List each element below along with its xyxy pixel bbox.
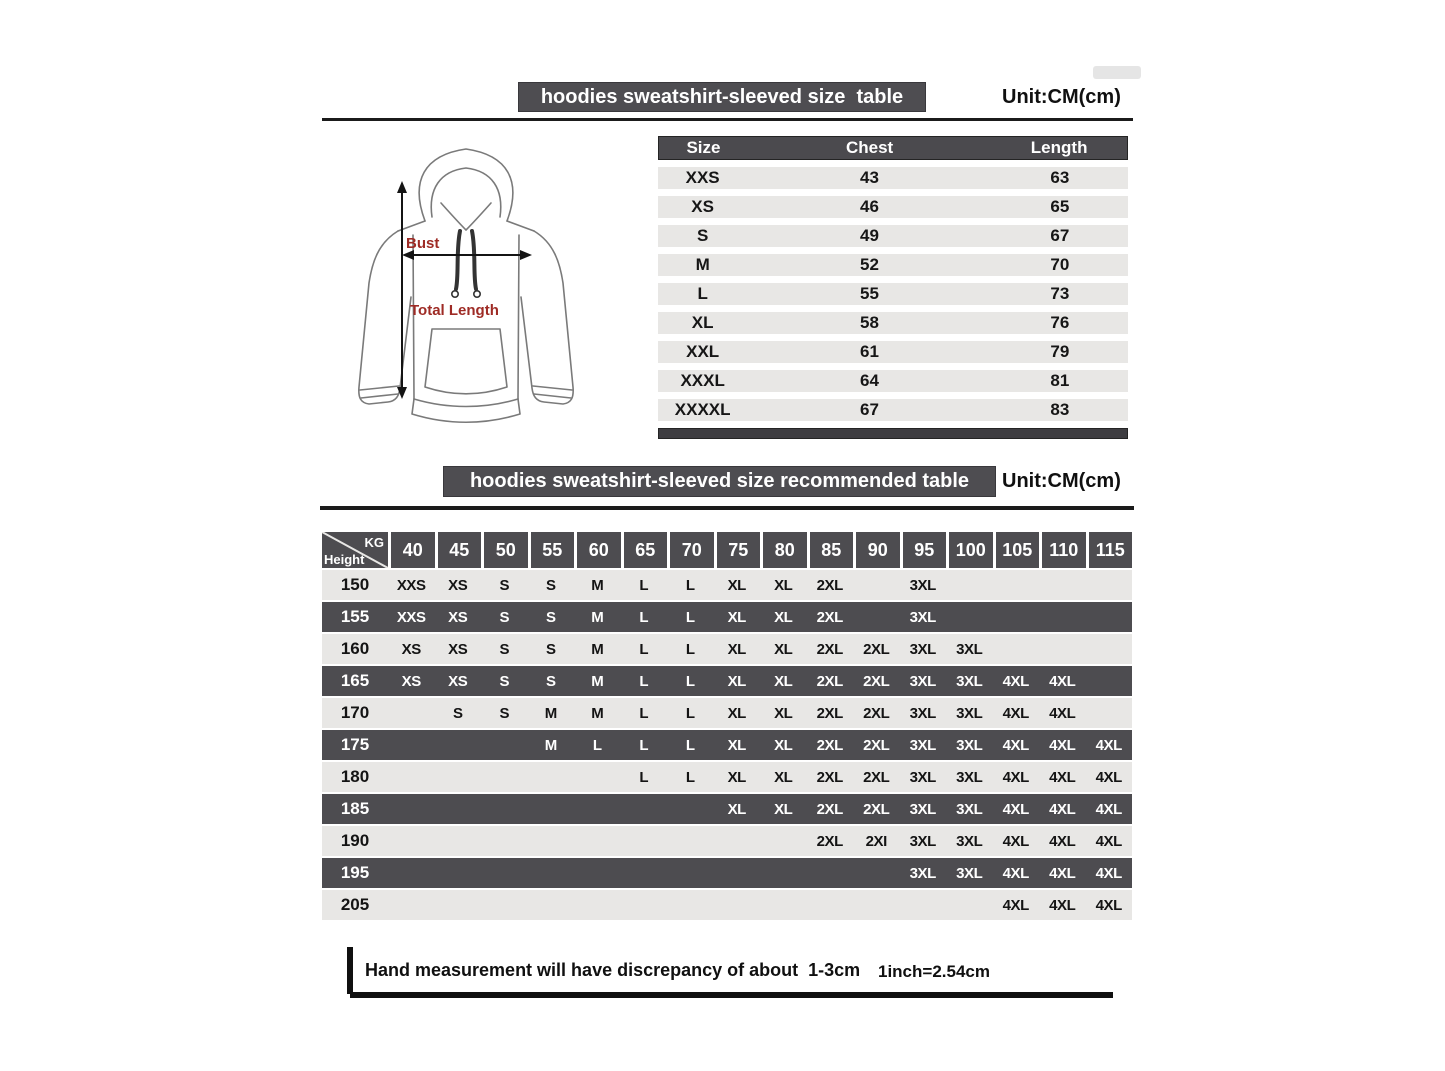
size-table-cell-length: 65 [1050, 197, 1070, 216]
matrix-size-cell: 4XL [1049, 768, 1076, 786]
matrix-size-cell: XL [727, 640, 746, 658]
matrix-size-cell: M [591, 672, 604, 690]
body-right-edge [518, 235, 519, 399]
matrix-size-cell: 4XL [1095, 800, 1122, 818]
matrix-size-cell: XL [774, 768, 793, 786]
matrix-size-cell: 4XL [1049, 736, 1076, 754]
matrix-size-cell: M [591, 704, 604, 722]
matrix-size-cell: XL [774, 800, 793, 818]
matrix-weight-header: 45 [438, 532, 482, 568]
matrix-size-cell: XL [774, 576, 793, 594]
matrix-size-cell: XL [727, 672, 746, 690]
matrix-size-cell: 4XL [1049, 864, 1076, 882]
unit-label-bottom: Unit:CM(cm) [1002, 470, 1121, 492]
matrix-weight-header: 90 [856, 532, 900, 568]
hood-inner [431, 168, 501, 217]
size-table [658, 136, 1128, 439]
matrix-height-label: 155 [340, 607, 370, 626]
size-table-cell-chest: 49 [860, 226, 879, 245]
matrix-size-cell: S [499, 640, 510, 658]
size-table-cell-size: XXXL [680, 371, 725, 390]
matrix-size-cell: 4XL [1002, 800, 1029, 818]
footer-note: Hand measurement will have discrepancy of about 1-3cm [365, 960, 861, 980]
matrix-size-cell: 2XL [816, 800, 843, 818]
matrix-size-cell: 3XL [956, 800, 983, 818]
matrix-height-label: 175 [340, 735, 370, 754]
matrix-size-cell: 4XL [1049, 800, 1076, 818]
matrix-size-cell: S [452, 704, 463, 722]
size-table-cell-length: 67 [1050, 226, 1070, 245]
matrix-size-cell: S [499, 672, 510, 690]
matrix-weight-header: 70 [670, 532, 714, 568]
matrix-size-cell: 2XL [863, 704, 890, 722]
conversion-note: 1inch=2.54cm [878, 962, 990, 981]
right-cuff-line2 [534, 394, 571, 398]
matrix-size-cell: L [639, 608, 649, 626]
matrix-size-cell: 2XL [816, 736, 843, 754]
matrix-size-cell: M [544, 704, 557, 722]
matrix-size-cell: 4XL [1002, 768, 1029, 786]
drawstring-tip-right [474, 291, 480, 297]
size-table-row [658, 370, 1128, 392]
matrix-weight-header: 60 [577, 532, 621, 568]
hoodie-diagram [328, 136, 604, 454]
matrix-size-cell: M [591, 640, 604, 658]
matrix-size-cell: 3XL [956, 672, 983, 690]
matrix-size-cell: 4XL [1095, 896, 1122, 914]
footer-underline [350, 992, 1113, 998]
kangaroo-pocket [425, 329, 507, 394]
unit-label-top: Unit:CM(cm) [1002, 86, 1121, 108]
hood-vneck [441, 203, 491, 230]
matrix-size-cell: S [499, 576, 510, 594]
matrix-height-label: 170 [340, 703, 370, 722]
matrix-size-cell: 3XL [909, 704, 936, 722]
matrix-weight-header: 110 [1042, 532, 1086, 568]
size-table-cell-length: 70 [1050, 255, 1070, 274]
size-table-row [658, 225, 1128, 247]
matrix-size-cell: L [639, 768, 649, 786]
size-table-cell-size: XXS [685, 168, 720, 187]
size-table-cell-length: 63 [1050, 168, 1070, 187]
matrix-size-cell: XL [727, 608, 746, 626]
size-table-cell-length: 83 [1050, 400, 1070, 419]
size-table-cell-length: 73 [1050, 284, 1070, 303]
matrix-size-cell: L [639, 576, 649, 594]
matrix-size-cell: 2XI [865, 832, 887, 850]
matrix-size-cell: M [591, 608, 604, 626]
matrix-size-cell: XL [727, 736, 746, 754]
matrix-size-cell: 3XL [956, 864, 983, 882]
recommended-title-banner: hoodies sweatshirt-sleeved size recommended table [443, 466, 996, 497]
matrix-size-cell: L [639, 704, 649, 722]
size-table-cell-size: XL [691, 313, 714, 332]
matrix-size-cell: XXS [396, 576, 426, 594]
matrix-height-label: 195 [340, 863, 370, 882]
matrix-size-cell: 2XL [816, 640, 843, 658]
size-table-cell-length: 76 [1050, 313, 1070, 332]
matrix-height-label: 150 [340, 575, 370, 594]
matrix-size-cell: 4XL [1049, 896, 1076, 914]
size-table-row [658, 399, 1128, 421]
matrix-size-cell: XXS [396, 608, 426, 626]
matrix-size-cell: XS [401, 640, 421, 658]
size-table-cell-size: XXL [686, 342, 720, 361]
bust-arrowhead-right [520, 250, 532, 260]
matrix-row [322, 794, 1132, 824]
matrix-size-cell: XL [774, 704, 793, 722]
matrix-size-cell: XL [727, 576, 746, 594]
matrix-size-cell: 2XL [863, 640, 890, 658]
size-table-cell-chest: 58 [860, 313, 879, 332]
matrix-size-cell: XS [448, 640, 468, 658]
size-table-header-chest: Chest [845, 138, 894, 157]
matrix-size-cell: L [685, 640, 695, 658]
total-length-label: Total Length [410, 302, 499, 319]
matrix-size-cell: S [499, 704, 510, 722]
matrix-size-cell: L [685, 672, 695, 690]
corner-diagonal [322, 532, 388, 568]
size-table-cell-chest: 61 [860, 342, 879, 361]
matrix-size-cell: 3XL [909, 608, 936, 626]
matrix-size-cell: L [685, 608, 695, 626]
matrix-size-cell: XL [727, 704, 746, 722]
matrix-size-cell: XS [448, 576, 468, 594]
corner-kg-label: KG [364, 535, 384, 550]
divider-bottom [320, 506, 1134, 510]
matrix-size-cell: L [685, 736, 695, 754]
matrix-size-cell: 3XL [956, 640, 983, 658]
matrix-size-cell: M [544, 736, 557, 754]
matrix-size-cell: L [592, 736, 602, 754]
recommended-matrix [322, 532, 1132, 920]
matrix-size-cell: S [499, 608, 510, 626]
bust-label: Bust [406, 235, 440, 252]
matrix-size-cell: 2XL [816, 608, 843, 626]
matrix-size-cell: 2XL [816, 576, 843, 594]
matrix-size-cell: 4XL [1002, 896, 1029, 914]
drawstring-right [472, 231, 476, 289]
size-table-header [658, 136, 1128, 160]
matrix-size-cell: XS [448, 672, 468, 690]
hem-top [414, 399, 518, 407]
size-table-cell-chest: 64 [860, 371, 879, 390]
left-cuff-line [360, 386, 399, 390]
matrix-size-cell: 4XL [1049, 832, 1076, 850]
matrix-weight-header: 95 [903, 532, 947, 568]
matrix-size-cell: XL [727, 768, 746, 786]
right-sleeve [521, 231, 573, 404]
matrix-size-cell: 3XL [909, 640, 936, 658]
matrix-size-cell: 4XL [1095, 736, 1122, 754]
matrix-weight-header: 80 [763, 532, 807, 568]
matrix-size-cell: 3XL [909, 768, 936, 786]
hood-outer [419, 149, 513, 221]
matrix-body [322, 570, 1132, 920]
matrix-row [322, 762, 1132, 792]
size-table-cell-size: XXXXL [674, 400, 731, 419]
size-table-row [658, 254, 1128, 276]
matrix-row [322, 730, 1132, 760]
matrix-size-cell: 4XL [1002, 864, 1029, 882]
size-table-row [658, 312, 1128, 334]
matrix-row [322, 858, 1132, 888]
matrix-row [322, 570, 1132, 600]
matrix-weight-header: 115 [1089, 532, 1133, 568]
matrix-row [322, 602, 1132, 632]
size-table-body [658, 167, 1128, 421]
matrix-size-cell: 4XL [1095, 864, 1122, 882]
size-table-cell-chest: 46 [860, 197, 879, 216]
matrix-size-cell: L [685, 704, 695, 722]
size-table-header-length: Length [1030, 138, 1088, 157]
matrix-size-cell: S [545, 640, 556, 658]
matrix-row [322, 698, 1132, 728]
matrix-size-cell: XL [774, 736, 793, 754]
matrix-size-cell: 2XL [863, 768, 890, 786]
divider-top [322, 118, 1133, 121]
matrix-weight-header: 75 [717, 532, 761, 568]
matrix-size-cell: 4XL [1095, 832, 1122, 850]
matrix-row [322, 826, 1132, 856]
size-table-cell-chest: 67 [860, 400, 879, 419]
matrix-size-cell: L [685, 768, 695, 786]
matrix-size-cell: 3XL [909, 832, 936, 850]
matrix-size-cell: XS [448, 608, 468, 626]
matrix-height-label: 165 [340, 671, 370, 690]
matrix-size-cell: L [639, 640, 649, 658]
size-table-cell-chest: 43 [860, 168, 879, 187]
matrix-size-cell: XL [774, 672, 793, 690]
matrix-size-cell: XL [774, 608, 793, 626]
matrix-size-cell: S [545, 672, 556, 690]
matrix-size-cell: 4XL [1002, 832, 1029, 850]
matrix-size-cell: 4XL [1002, 704, 1029, 722]
matrix-size-cell: 4XL [1049, 672, 1076, 690]
matrix-height-label: 180 [340, 767, 370, 786]
drawstring-left [456, 231, 460, 289]
matrix-weight-header: 40 [391, 532, 435, 568]
matrix-size-cell: XS [401, 672, 421, 690]
matrix-size-cell: XL [727, 800, 746, 818]
matrix-weight-header: 85 [810, 532, 854, 568]
matrix-size-cell: 2XL [816, 704, 843, 722]
matrix-size-cell: 3XL [909, 736, 936, 754]
size-table-footer-bar [658, 428, 1128, 439]
size-table-row [658, 283, 1128, 305]
size-table-row [658, 341, 1128, 363]
matrix-row [322, 634, 1132, 664]
matrix-size-cell: 3XL [956, 832, 983, 850]
matrix-row [322, 890, 1132, 920]
matrix-size-cell: 2XL [816, 832, 843, 850]
total-length-arrowhead-top [397, 181, 407, 193]
matrix-size-cell: 3XL [909, 864, 936, 882]
matrix-row [322, 666, 1132, 696]
matrix-size-cell: L [685, 576, 695, 594]
size-table-row [658, 167, 1128, 189]
matrix-weight-header: 50 [484, 532, 528, 568]
corner-height-label: Height [324, 552, 365, 567]
right-cuff-line [533, 386, 572, 390]
size-table-cell-size: M [695, 255, 710, 274]
size-table-cell-size: S [696, 226, 709, 245]
matrix-header-row [322, 532, 1132, 568]
matrix-corner-cell [322, 532, 388, 568]
matrix-size-cell: 2XL [863, 672, 890, 690]
matrix-size-cell: 4XL [1002, 672, 1029, 690]
matrix-size-cell: 2XL [816, 672, 843, 690]
matrix-size-cell: 4XL [1049, 704, 1076, 722]
matrix-size-cell: 2XL [816, 768, 843, 786]
matrix-size-cell: 3XL [909, 672, 936, 690]
size-table-header-size: Size [686, 138, 721, 157]
matrix-size-cell: 3XL [909, 800, 936, 818]
matrix-size-cell: L [639, 736, 649, 754]
matrix-height-label: 160 [340, 639, 370, 658]
matrix-height-label: 185 [340, 799, 370, 818]
matrix-weight-header: 100 [949, 532, 993, 568]
size-table-cell-chest: 55 [860, 284, 879, 303]
size-table-cell-size: XS [691, 197, 714, 216]
matrix-size-cell: 2XL [863, 800, 890, 818]
matrix-height-label: 190 [340, 831, 370, 850]
matrix-size-cell: 4XL [1095, 768, 1122, 786]
matrix-size-cell: M [591, 576, 604, 594]
matrix-size-cell: 3XL [956, 768, 983, 786]
size-table-row [658, 196, 1128, 218]
matrix-height-label: 205 [340, 895, 370, 914]
scan-artifact [1093, 66, 1141, 79]
size-table-cell-size: L [697, 284, 708, 303]
size-table-cell-chest: 52 [860, 255, 879, 274]
matrix-weight-header: 105 [996, 532, 1040, 568]
matrix-size-cell: S [545, 576, 556, 594]
left-cuff-line2 [361, 394, 398, 398]
matrix-weight-header: 65 [624, 532, 668, 568]
size-table-cell-length: 81 [1050, 371, 1070, 390]
matrix-size-cell: 2XL [863, 736, 890, 754]
main-title-banner: hoodies sweatshirt-sleeved size table [518, 82, 926, 112]
matrix-weight-header: 55 [531, 532, 575, 568]
matrix-size-cell: 4XL [1002, 736, 1029, 754]
footer-left-bar [347, 947, 353, 994]
matrix-size-cell: 3XL [956, 704, 983, 722]
matrix-size-cell: 3XL [956, 736, 983, 754]
matrix-size-cell: 3XL [909, 576, 936, 594]
matrix-size-cell: L [639, 672, 649, 690]
matrix-size-cell: XL [774, 640, 793, 658]
size-table-cell-length: 79 [1050, 342, 1070, 361]
drawstring-tip-left [452, 291, 458, 297]
left-sleeve [359, 231, 411, 404]
matrix-size-cell: S [545, 608, 556, 626]
